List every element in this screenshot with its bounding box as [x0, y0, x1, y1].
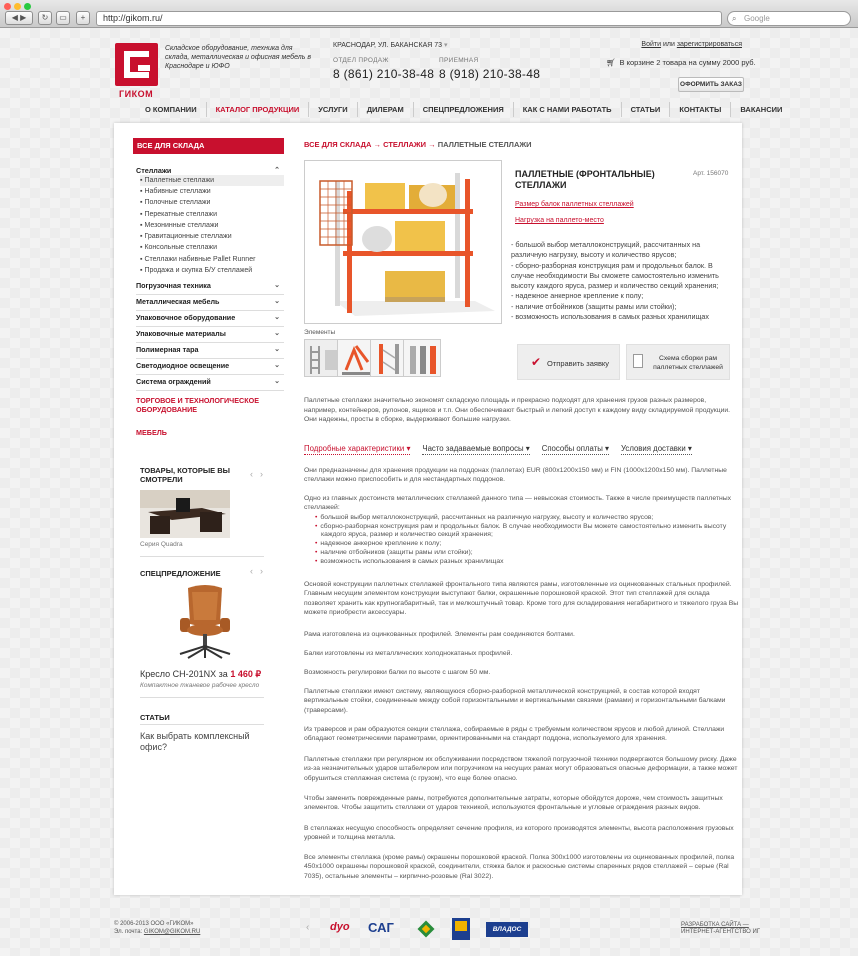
send-request-button[interactable]: [517, 344, 620, 380]
sidebar-furniture[interactable]: МЕБЕЛЬ: [136, 428, 167, 437]
special-za: за: [218, 669, 228, 679]
pallet-rack-illustration: [305, 161, 501, 323]
load-link[interactable]: Нагрузка на паллето-место: [515, 217, 604, 224]
chevron-down-icon: ⌄: [274, 378, 280, 385]
nav-services[interactable]: УСЛУГИ: [309, 102, 357, 117]
brand-carousel: [306, 918, 536, 942]
body-paragraph: Все элементы стеллажа (кроме рамы) окрашены порошковой краской. Полка 300х1000 изготовлены из оцинкованных профилей, полка 450х1000 окрашены порошковой краской, соединители, стяжка балок и раскосные системы спаренных рядов стеллажей – серые (Ral 7035), остальные элементы – кирпично-розовые (Ral 3022).: [304, 854, 735, 880]
search-placeholder: Google: [744, 14, 770, 23]
email-label: Эл. почта:: [114, 929, 143, 935]
body-paragraph: Основой конструкции паллетных стеллажей фронтального типа являются рамы, изготовленные из оцинкованных стальных профилей. Главным несущим элементом конструкции выступают балки, окрашенные порошковой краской. Этот тип стеллажей для склада позволяет хранить как крупногабаритный, так и мелкоштучный товар. Кроме того для складирования негабаритного и тяжелого груза Вы можете приобрести аксессуары.: [304, 581, 739, 617]
list-item: • сборно-разборная конструкция рам и продольных балок. В случае необходимости Вы можете самостоятельно изменить высоту каждого яруса, размер и количество секций хранения;: [321, 523, 736, 540]
next-arrow-icon[interactable]: ›: [260, 469, 263, 479]
nav-dealers[interactable]: ДИЛЕРАМ: [358, 102, 414, 117]
nav-how-to-work[interactable]: КАК С НАМИ РАБОТАТЬ: [514, 102, 622, 117]
checkmark-icon: ✔: [531, 355, 542, 369]
phone-sales-label: ОТДЕЛ ПРОДАЖ: [333, 57, 389, 64]
chevron-down-icon[interactable]: ▾: [444, 42, 448, 49]
product-article: Арт. 156070: [693, 170, 729, 177]
copyright: © 2006-2013 ООО «ГИКОМ»: [114, 921, 194, 927]
window-controls: [4, 3, 34, 11]
list-item: • наличие отбойников (защиты рамы или стойки);: [321, 549, 736, 558]
breadcrumb-sep: →: [373, 140, 382, 149]
nav-special-offers[interactable]: СПЕЦПРЕДЛОЖЕНИЯ: [414, 102, 514, 117]
body-paragraph: Они предназначены для хранения продукции на поддонах (паллетах) EUR (800х1200х150 мм) и FIN (1000х1200х150 мм). Паллетные стеллажи можно приспособить и для нестандартных поддонов.: [304, 467, 727, 484]
footer-email: [114, 928, 200, 936]
close-window-icon[interactable]: [4, 3, 11, 10]
sidebar-cat-label: Металлическая мебель: [136, 297, 220, 306]
sidebar-sub-item[interactable]: ▪ Набивные стеллажи: [140, 188, 211, 195]
list-item: • надежное анкерное крепление к полу;: [321, 540, 736, 549]
special-desc: Компактное тканевое рабочее кресло: [140, 682, 260, 689]
search-icon: ⌕: [732, 14, 737, 23]
viewed-caption: Серия Quadra: [140, 541, 183, 548]
beam-size-link[interactable]: Размер балок паллетных стеллажей: [515, 201, 634, 208]
body-paragraph: В стеллажах несущую способность определяет сечение профиля, из которого производятся элементы, высота расположения грузовых уровней и толщина металла.: [304, 825, 734, 842]
body-paragraph: Паллетные стеллажи при регулярном их обслуживании посредством тяжелой погрузочной техники подвергаются большому риску. Даже из-за незначительных ударов штабелером или погрузчиком на несущих рамах могут образоваться опасные деформации, а также может обрушиться стеллажная система (с грузом), что еще более опасно.: [304, 756, 738, 782]
divider: [140, 697, 264, 698]
brand-logo-book[interactable]: [452, 918, 470, 940]
sidebar-sub-item[interactable]: ▪ Консольные стеллажи: [140, 244, 218, 251]
reload-icon[interactable]: ↻: [38, 11, 52, 25]
site-logo[interactable]: [115, 43, 158, 86]
developer-credit[interactable]: [681, 922, 760, 936]
nav-contacts[interactable]: КОНТАКТЫ: [670, 102, 731, 117]
sidebar-cat[interactable]: [136, 343, 284, 359]
browser-search-field[interactable]: [727, 11, 851, 26]
sidebar-sub-item[interactable]: ▪ Паллетные стеллажи: [140, 175, 284, 186]
phone-sales[interactable]: 8 (861) 210-38-48: [333, 67, 435, 81]
footer-info: [114, 920, 200, 936]
body-paragraph: Балки изготовлены из металлических холоднокатаных профилей.: [304, 650, 513, 657]
chevron-down-icon: ⌄: [274, 282, 280, 289]
sidebar-sub-item[interactable]: ▪ Гравитационные стеллажи: [140, 233, 232, 240]
sidebar-sub-item[interactable]: ▪ Перекатные стеллажи: [140, 211, 217, 218]
special-price: 1 460 ₽: [230, 669, 262, 679]
phone-reception[interactable]: 8 (918) 210-38-48: [439, 67, 541, 81]
sidebar-cat-label: Система ограждений: [136, 377, 211, 386]
auth-links: [641, 41, 742, 48]
tab-specs[interactable]: Подробные характеристики ▾: [304, 444, 411, 453]
brand-logo-vlados[interactable]: ВЛАДОС: [486, 922, 528, 937]
sidebar-sub-label: Продажа и скупка Б/У стеллажей: [144, 267, 253, 274]
send-request-label: Отправить заявку: [547, 359, 610, 368]
sidebar-sub-label: Консольные стеллажи: [144, 244, 218, 251]
maximize-window-icon[interactable]: [24, 3, 31, 10]
divider: [140, 556, 264, 557]
special-chair-image[interactable]: [170, 584, 240, 664]
register-link[interactable]: зарегистрироваться: [676, 41, 742, 48]
breadcrumb-sep: →: [428, 140, 436, 149]
logo-text: ГИКОМ: [119, 89, 154, 99]
tab-faq[interactable]: Часто задаваемые вопросы ▾: [422, 444, 530, 453]
tab-delivery[interactable]: Условия доставки ▾: [620, 444, 692, 453]
breadcrumb-link[interactable]: ВСЕ ДЛЯ СКЛАДА: [304, 140, 372, 149]
chevron-down-icon: ⌄: [274, 298, 280, 305]
body-paragraph: Паллетные стеллажи имеют систему, являющуюся сборно-разборной металлической конструкцией, в состав которой входят вертикальные стойки, соединенные между собой горизонтальными и вертикальными связями (рамами) и горизонтальными балками (траверсами).: [304, 688, 726, 714]
sidebar-cat-label: Упаковочные материалы: [136, 329, 226, 338]
cart-summary[interactable]: [606, 58, 756, 67]
product-title: ПАЛЛЕТНЫЕ (ФРОНТАЛЬНЫЕ) СТЕЛЛАЖИ: [515, 169, 655, 190]
special-title: СПЕЦПРЕДЛОЖЕНИЕ: [140, 569, 221, 578]
sidebar-cat[interactable]: [136, 359, 284, 375]
sidebar-cat[interactable]: [136, 311, 284, 327]
breadcrumb-current: ПАЛЛЕТНЫЕ СТЕЛЛАЖИ: [437, 140, 532, 149]
main-nav: [136, 102, 791, 117]
viewed-desk-image[interactable]: [140, 490, 230, 538]
sidebar-cat[interactable]: [136, 279, 284, 295]
chevron-down-icon: ⌄: [274, 346, 280, 353]
address: [333, 41, 448, 49]
phone-reception-label: ПРИЕМНАЯ: [439, 57, 479, 64]
address-text: КРАСНОДАР, УЛ. БАКАНСКАЯ 73: [333, 42, 443, 49]
browser-chrome: [0, 0, 858, 28]
product-description: Паллетные стеллажи значительно экономят складскую площадь и прекрасно подходят для хранения грузов разных размеров, например, контейнеров, рулонов, ящиков и т.п. Они обеспечивают быстрый и легкий доступ к каждому виду складируемой продукции. Они надежны, просты в сборке, выдерживают большие нагрузки.: [304, 397, 731, 423]
new-tab-icon[interactable]: +: [76, 11, 90, 25]
tab-payment[interactable]: Способы оплаты ▾: [541, 444, 609, 453]
site-tagline: Складское оборудование, техника для склада, металлическая и офисная мебель в Краснодаре и ЮФО: [165, 45, 312, 70]
sidebar-sub-label: Мезонинные стеллажи: [144, 222, 219, 229]
chevron-up-icon: ⌃: [274, 167, 280, 174]
list-item: • большой выбор металлоконструкций, рассчитанных на различную нагрузку, высоту и количество ярусов;: [321, 514, 736, 523]
product-tabs: [304, 444, 692, 455]
sidebar-cat-label: Стеллажи: [136, 166, 172, 175]
special-offer: [140, 669, 261, 680]
product-main-image[interactable]: [304, 160, 502, 324]
sidebar-sub-item[interactable]: ▪ Полочные стеллажи: [140, 199, 211, 206]
breadcrumb: [304, 140, 532, 149]
sidebar-sub-item[interactable]: ▪ Мезонинные стеллажи: [140, 222, 219, 229]
sidebar-header[interactable]: ВСЕ ДЛЯ СКЛАДА: [133, 138, 284, 154]
body-paragraph: Одно из главных достоинств металлических стеллажей данного типа — невысокая стоимость. Также в числе преимуществ паллетных стеллажей:: [304, 495, 732, 512]
list-item: • возможность использования в самых разных хранилищах: [321, 558, 736, 567]
thumbnail[interactable]: [403, 339, 441, 377]
checkout-button[interactable]: ОФОРМИТЬ ЗАКАЗ: [678, 77, 744, 92]
elements-label: Элементы: [304, 329, 336, 336]
advantages-list: [321, 514, 736, 566]
nav-articles[interactable]: СТАТЬИ: [622, 102, 671, 117]
body-paragraph: Из траверсов и рам образуются секции стеллажа, собираемые в ряды с требуемым количеством ярусов и любой длиной. Стеллажи обладают геометрическими параметрами, ориентированными на стандарт поддона, используемого для хранения.: [304, 726, 725, 743]
minimize-window-icon[interactable]: [14, 3, 21, 10]
chevron-down-icon: ⌄: [274, 362, 280, 369]
tab-label: Условия доставки: [620, 444, 686, 453]
prev-arrow-icon[interactable]: ‹: [250, 469, 253, 479]
bookmarks-icon[interactable]: ▭: [56, 11, 70, 25]
body-paragraph: Рама изготовлена из оцинкованных профилей. Элементы рам соединяются болтами.: [304, 631, 575, 638]
login-link[interactable]: Войти: [641, 41, 662, 48]
auth-or: или: [662, 41, 675, 48]
chevron-down-icon: ⌄: [274, 330, 280, 337]
logo-g-mark: [124, 51, 149, 78]
nav-about[interactable]: О КОМПАНИИ: [136, 102, 207, 117]
sidebar-sub-label: Перекатные стеллажи: [144, 211, 217, 218]
product-bullets: - большой выбор металлоконструкций, рассчитанных на различную нагрузку, высоту и количество ярусов; - сборно-разборная конструкция рам и продольных балок. В случае необходимости Вы сможете самостоятельно изменить высоту каждого яруса, размер и количество секций хранения; - надежное анкерное крепление к полу; - наличие отбойников (защиты рамы или стойки); - возможность использования в самых разных хранилищах: [511, 240, 719, 322]
document-icon: [633, 354, 643, 368]
nav-catalog[interactable]: КАТАЛОГ ПРОДУКЦИИ: [207, 102, 310, 117]
brand-logo-sag[interactable]: САГ: [368, 920, 394, 935]
brand-logo-dyo[interactable]: dyo: [330, 921, 350, 933]
sidebar-cat-label: Погрузочная техника: [136, 281, 211, 290]
brand-logo-diamond[interactable]: [416, 918, 436, 940]
tab-label: Способы оплаты: [541, 444, 603, 453]
sidebar-trade-equipment[interactable]: ТОРГОВОЕ И ТЕХНОЛОГИЧЕСКОЕ ОБОРУДОВАНИЕ: [136, 396, 259, 414]
address-bar[interactable]: http://gikom.ru/: [96, 11, 722, 26]
cart-text: В корзине 2 товара на сумму 2000 руб.: [619, 58, 756, 67]
sidebar-cat-label: Полимерная тара: [136, 345, 199, 354]
articles-title: СТАТЬИ: [140, 713, 170, 722]
sidebar-sub-label: Набивные стеллажи: [144, 188, 211, 195]
nav-vacancies[interactable]: ВАКАНСИИ: [740, 105, 783, 114]
sidebar-cat[interactable]: [136, 375, 284, 391]
tab-label: Часто задаваемые вопросы: [422, 444, 524, 453]
email-link[interactable]: GIKOM@GIKOM.RU: [143, 929, 201, 935]
sidebar-cat[interactable]: [136, 327, 284, 343]
special-name[interactable]: Кресло CH-201NX: [140, 669, 217, 679]
cart-icon: 🛒︎: [606, 58, 616, 67]
developer-line1: РАЗРАБОТКА САЙТА —: [681, 922, 749, 928]
sidebar-sub-item[interactable]: ▪ Продажа и скупка Б/У стеллажей: [140, 267, 253, 274]
assembly-scheme-button[interactable]: [626, 344, 730, 380]
sidebar-sub-item[interactable]: ▪ Стеллажи набивные Pallet Runner: [140, 256, 256, 263]
viewed-title: ТОВАРЫ, КОТОРЫЕ ВЫ СМОТРЕЛИ: [140, 466, 231, 484]
tab-label: Подробные характеристики: [304, 444, 405, 453]
sidebar-sub-label: Полочные стеллажи: [144, 199, 211, 206]
body-paragraph: Чтобы заменить поврежденные рамы, потребуются дополнительные затраты, которые обойдутся дороже, чем стоимость защитных элементов. Чтобы защитить стеллажи от ударов техникой, используются фронтальные и угловые ограждения разных видов.: [304, 795, 723, 812]
sidebar-cat-label: Светодиодное освещение: [136, 361, 230, 370]
back-forward-buttons[interactable]: ◀ ▶: [5, 11, 33, 25]
sidebar-cat[interactable]: [136, 295, 284, 311]
sidebar-sub-label: Паллетные стеллажи: [144, 177, 215, 184]
sidebar-cat-label: Упаковочное оборудование: [136, 313, 236, 322]
sidebar-sub-label: Стеллажи набивные Pallet Runner: [144, 256, 256, 263]
article-link[interactable]: Как выбрать комплексный офис?: [140, 731, 250, 752]
sidebar-sub-label: Гравитационные стеллажи: [144, 233, 232, 240]
breadcrumb-link[interactable]: СТЕЛЛАЖИ: [383, 140, 427, 149]
divider: [140, 724, 264, 725]
thumbnail-image: [404, 340, 441, 377]
chevron-down-icon: ⌄: [274, 314, 280, 321]
assembly-scheme-label: Схема сборки рам паллетных стеллажей: [653, 355, 723, 371]
next-arrow-icon[interactable]: ›: [260, 566, 263, 576]
body-paragraph: Возможность регулировки балки по высоте с шагом 50 мм.: [304, 669, 491, 676]
prev-arrow-icon[interactable]: ‹: [306, 922, 310, 933]
developer-line2: ИНТЕРНЕТ-АГЕНТСТВО ИГ: [681, 929, 761, 935]
prev-arrow-icon[interactable]: ‹: [250, 566, 253, 576]
